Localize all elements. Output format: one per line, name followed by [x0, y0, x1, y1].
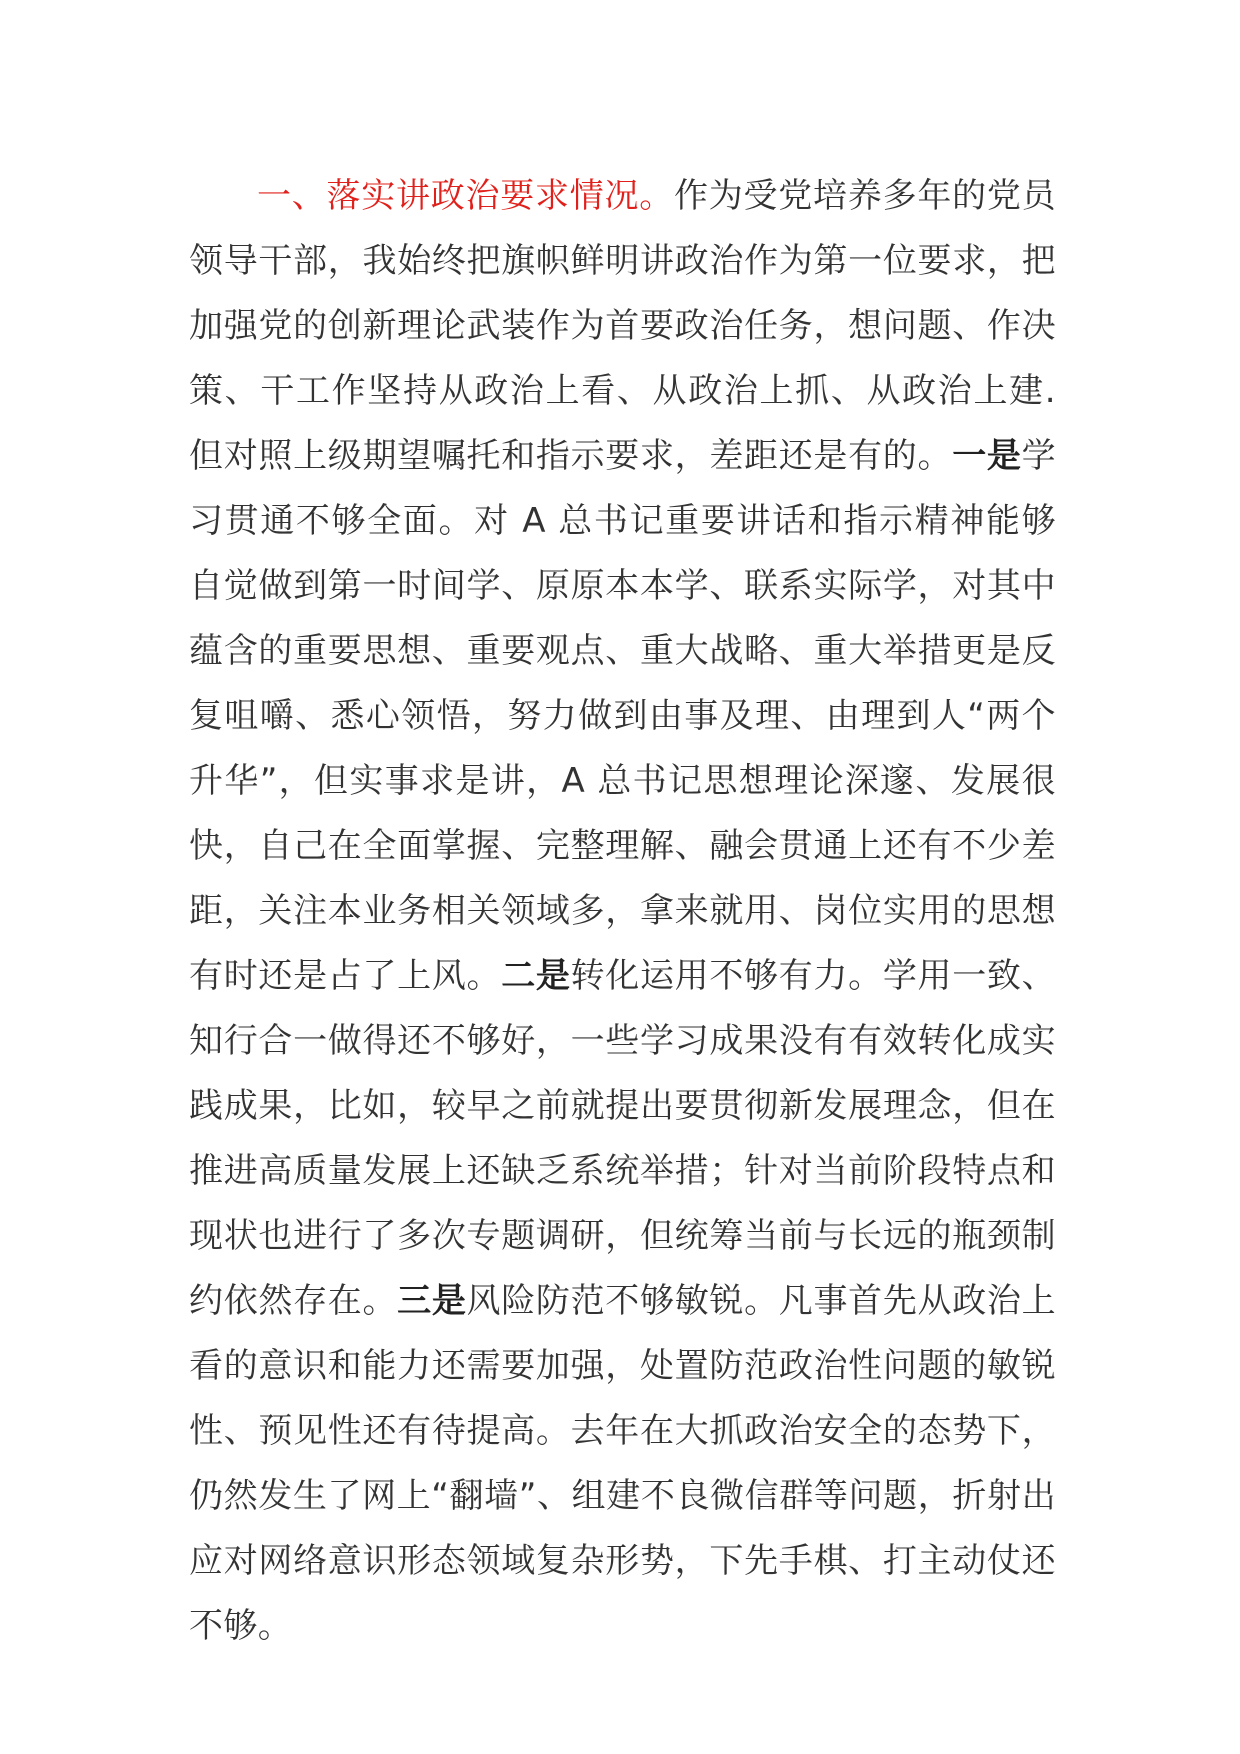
point2-label: 二是: [501, 956, 571, 996]
point1-text: 学习贯通不够全面。对 A 总书记重要讲话和指示精神能够自觉做到第一时间学、原原本本学、联系实际学，对其中蕴含的重要思想、重要观点、重大战略、重大举措更是反复咀嚼、悉心领悟，努力做到由事及理、由理到人“两个升华”，但实事求是讲，A 总书记思想理论深邃、发展很快，自己在全面掌握、完整理解、融会贯通上还有不少差距，关注本业务相关领域多，拿来就用、岗位实用的思想有时还是占了上风。: [189, 436, 1056, 996]
point2-text: 转化运用不够有力。学用一致、知行合一做得还不够好，一些学习成果没有有效转化成实践成果，比如，较早之前就提出要贯彻新发展理念，但在推进高质量发展上还缺乏系统举措；针对当前阶段特点和现状也进行了多次专题调研，但统筹当前与长远的瓶颈制约依然存在。: [189, 956, 1056, 1321]
intro-text: 作为受党培养多年的党员领导干部，我始终把旗帜鲜明讲政治作为第一位要求，把加强党的创新理论武装作为首要政治任务，想问题、作决策、干工作坚持从政治上看、从政治上抓、从政治上建.但对照上级期望嘱托和指示要求，差距还是有的。: [189, 176, 1056, 476]
section-heading: 一、落实讲政治要求情况。: [257, 176, 675, 216]
point3-text: 风险防范不够敏锐。凡事首先从政治上看的意识和能力还需要加强，处置防范政治性问题的敏锐性、预见性还有待提高。去年在大抓政治安全的态势下，仍然发生了网上“翻墙”、组建不良微信群等问题，折射出应对网络意识形态领域复杂形势，下先手棋、打主动仗还不够。: [189, 1281, 1056, 1646]
point3-label: 三是: [397, 1281, 467, 1321]
point1-label: 一是: [952, 436, 1022, 476]
body-paragraph: [189, 164, 1056, 1659]
